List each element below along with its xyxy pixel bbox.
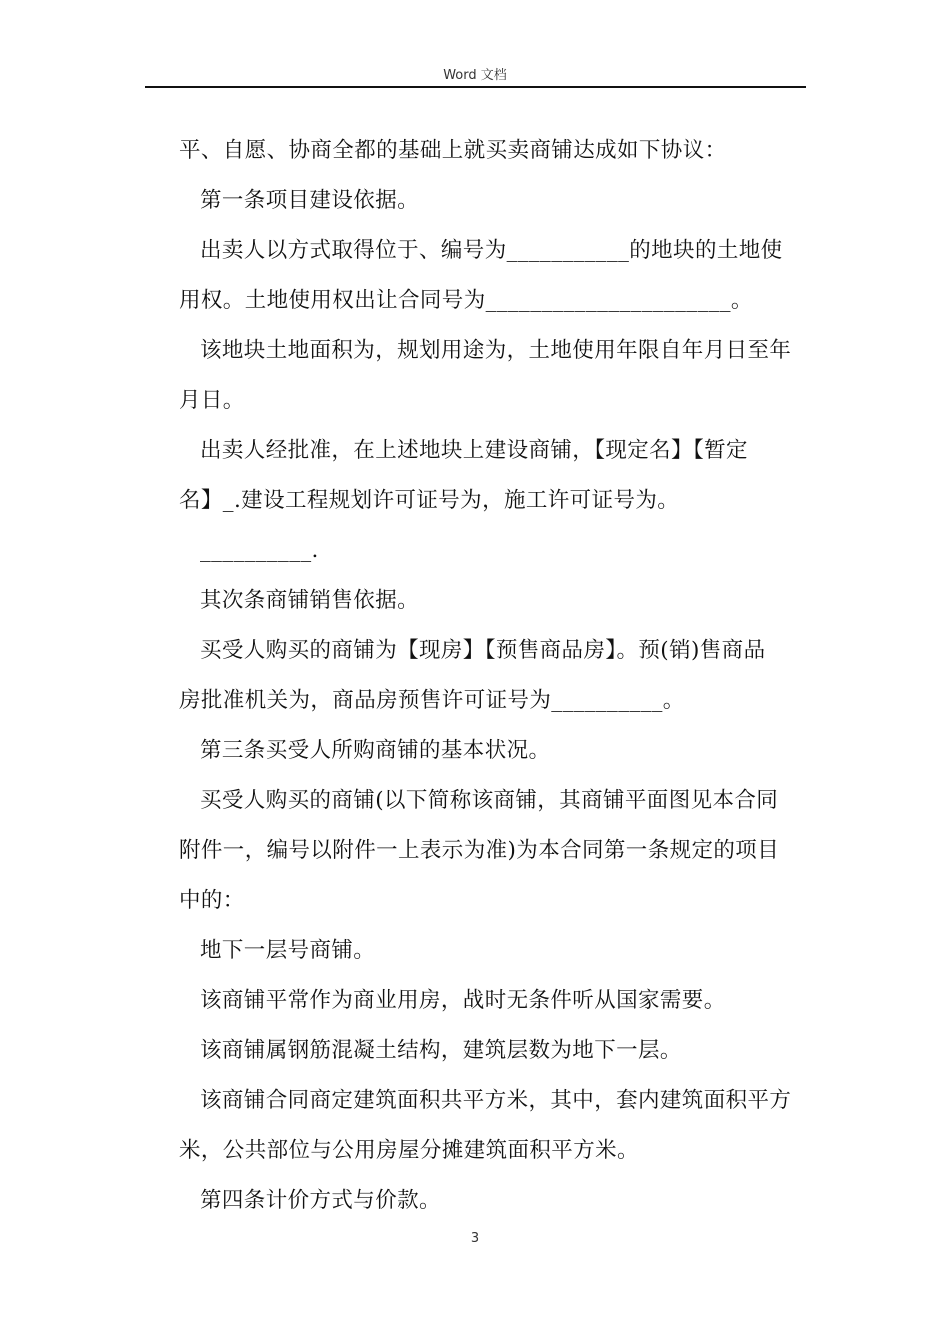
text-line: 该地块土地面积为，规划用途为，土地使用年限自年月日至年: [200, 338, 792, 363]
page-header: Word 文档: [443, 68, 507, 83]
text-line: 买受人购买的商铺为【现房】【预售商品房】。预(销)售商品: [200, 638, 766, 663]
text-line: 房批准机关为，商品房预售许可证号为__________。: [179, 688, 685, 713]
text-line: __________.: [200, 538, 319, 563]
text-line: 附件一，编号以附件一上表示为准)为本合同第一条规定的项目: [179, 838, 780, 863]
text-line: 平、自愿、协商全都的基础上就买卖商铺达成如下协议：: [179, 138, 727, 163]
text-line: 出卖人经批准，在上述地块上建设商铺，【现定名】【暂定: [200, 438, 748, 463]
document-body: [179, 126, 804, 1226]
text-line: 名】_.建设工程规划许可证号为，施工许可证号为。: [179, 488, 680, 513]
text-line: 中的：: [179, 888, 245, 913]
text-line: 该商铺平常作为商业用房，战时无条件听从国家需要。: [200, 988, 726, 1013]
header-divider: [145, 86, 806, 88]
text-line: 出卖人以方式取得位于、编号为___________的地块的土地使: [200, 238, 783, 263]
text-line: 用权。土地使用权出让合同号为______________________。: [179, 288, 753, 313]
text-line: 地下一层号商铺。: [200, 938, 376, 963]
article-heading: 第一条项目建设依据。: [200, 188, 420, 213]
text-line: 月日。: [179, 388, 245, 413]
article-heading: 第三条买受人所购商铺的基本状况。: [200, 738, 551, 763]
text-line: 买受人购买的商铺(以下简称该商铺，其商铺平面图见本合同: [200, 788, 779, 813]
text-line: 该商铺合同商定建筑面积共平方米，其中，套内建筑面积平方: [200, 1088, 792, 1113]
article-heading: 其次条商铺销售依据。: [200, 588, 420, 613]
text-line: 米，公共部位与公用房屋分摊建筑面积平方米。: [179, 1138, 639, 1163]
text-line: 该商铺属钢筋混凝土结构，建筑层数为地下一层。: [200, 1038, 682, 1063]
page-number: 3: [470, 1231, 480, 1246]
article-heading: 第四条计价方式与价款。: [200, 1188, 441, 1213]
